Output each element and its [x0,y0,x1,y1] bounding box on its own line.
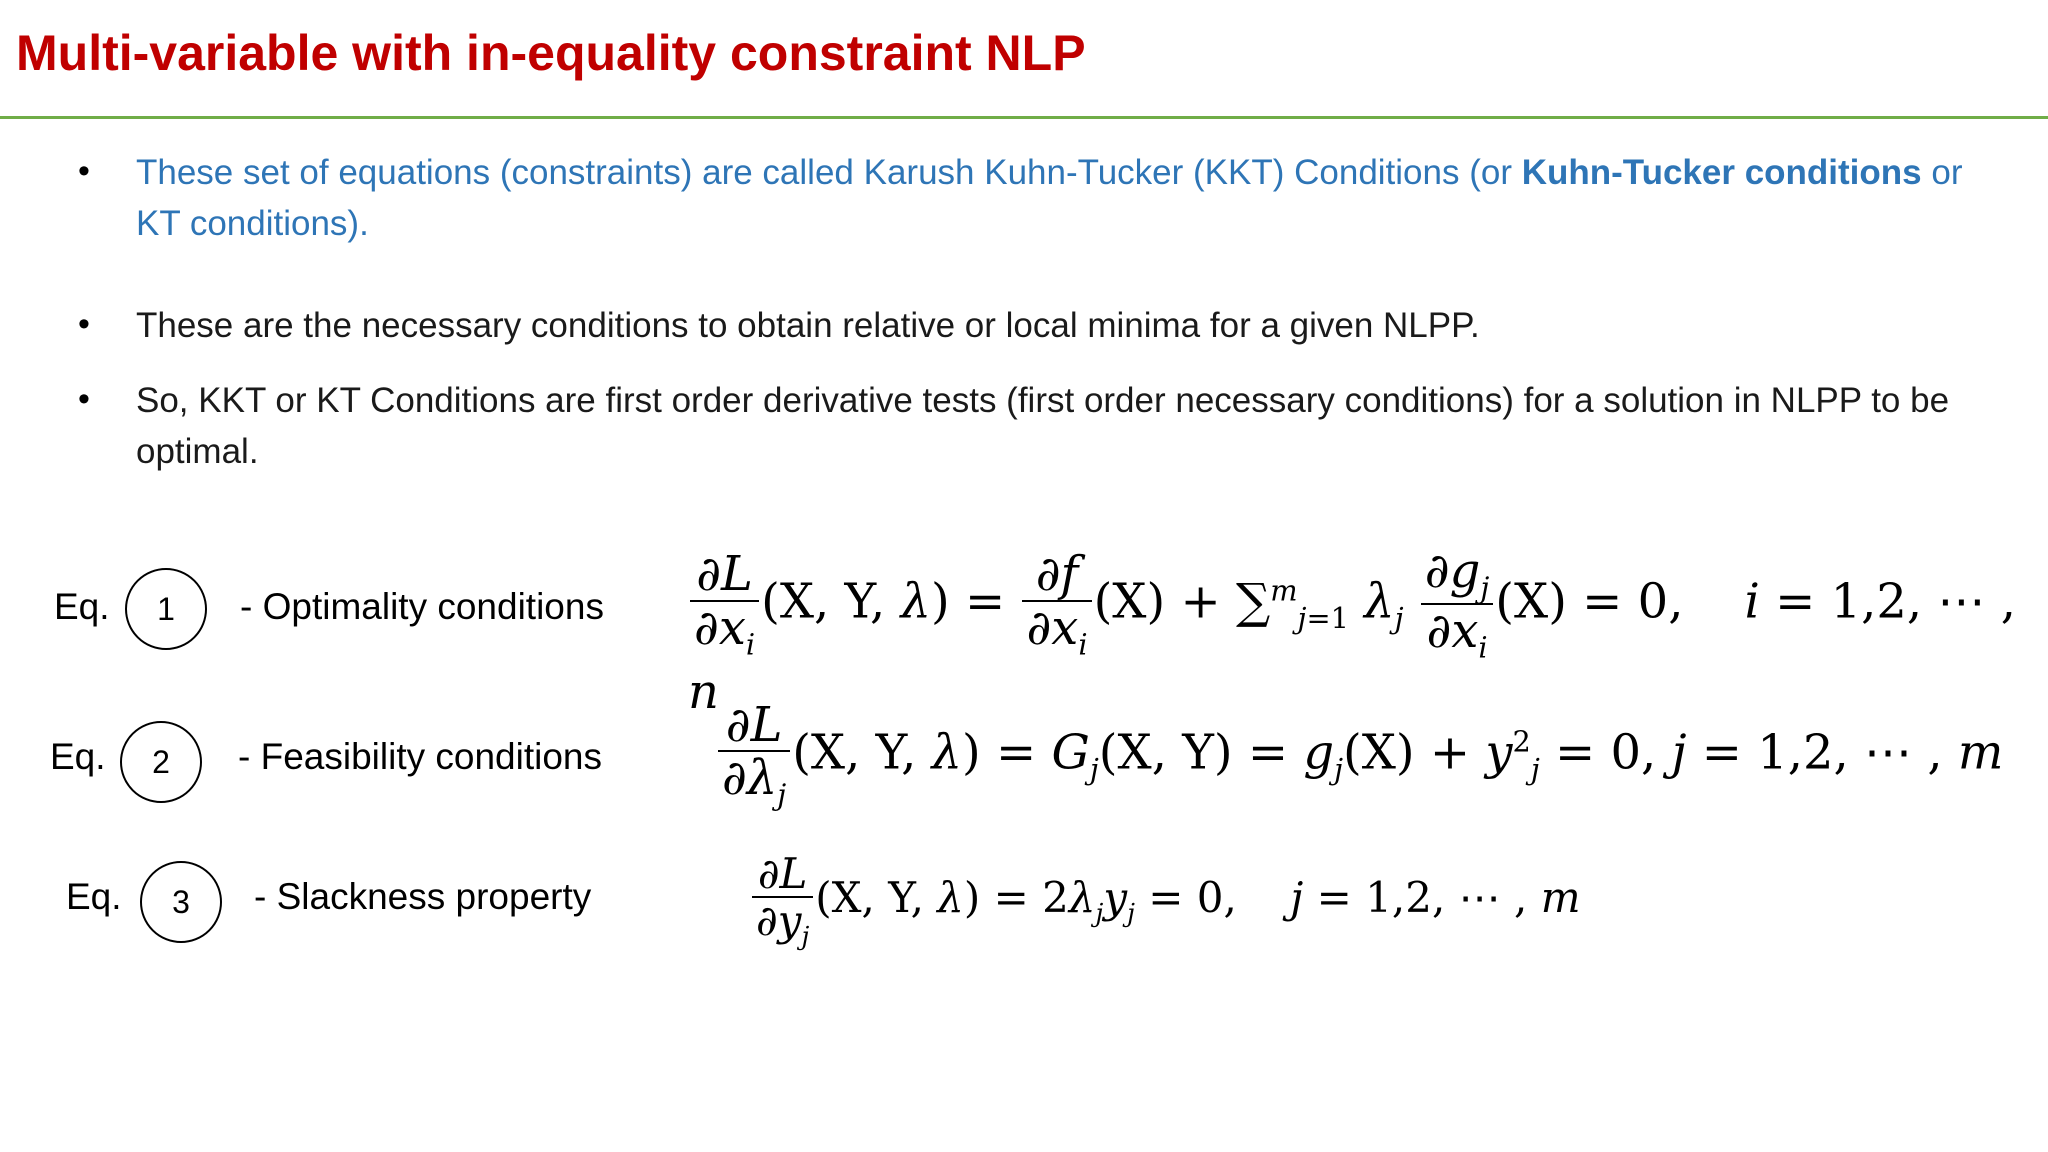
bullet-dot-1: • [78,152,90,190]
eq-2-name: - Feasibility conditions [238,736,602,777]
bullet-text-2: These are the necessary conditions to obtain relative or local minima for a given NLPP. [136,306,1480,345]
eq-2-number: 2 [152,743,170,780]
eq-3-number: 3 [172,883,190,920]
eq-1-formula: $\frac{\partial L}{\partial x_i}$ (X, Y, λ) = $\frac{\partial f}{\partial x_i}$ (X) + ∑$^m_{j=1}$ $\lambda_j$ $\frac{\partial g_j}{\partial x_i}$ (X) = 0, i = 1,2, ⋯ , n [688,543,2016,721]
eq-3-label: Eq. [66,876,122,917]
eq-1-number: 1 [157,590,175,627]
eq-3-name: - Slackness property [254,876,592,917]
eq-3-formula: $\frac{\partial L}{\partial y_j}$ (X, Y, $\lambda) = 2\lambda_jy_j = 0$, j = 1,2, ⋯ , m [750,852,1581,950]
kuhn-tucker-emphasis: Kuhn-Tucker conditions [1521,153,1922,192]
bullet-dot-3: • [78,380,90,418]
slide-title: Multi-variable with in-equality constraint NLP [16,25,1086,81]
eq-2-label: Eq. [50,736,106,777]
bullet-text-1: These set of equations (constraints) are called Karush Kuhn-Tucker (KKT) Conditions (or Kuhn-Tucker conditions or KT conditions). [136,153,1963,243]
title-divider [0,116,2048,119]
eq-2-number-circle [120,721,202,803]
eq-3-number-circle [140,861,222,943]
eq-1-label: Eq. [54,586,110,627]
eq-1-number-circle [125,568,207,650]
bullet-text-3: So, KKT or KT Conditions are first order derivative tests (first order necessary conditions) for a solution in NLPP to be optimal. [136,381,1950,471]
bullet-dot-2: • [78,305,90,343]
eq-1-name: - Optimality conditions [240,586,604,627]
eq-2-formula: $\frac{\partial L}{\partial\lambda_j}$ (X, Y, $\lambda) = G_j(X$, $Y) = g_j(X) + y^2_j = 0$, j = 1,2, ⋯ , m [716,700,2003,812]
